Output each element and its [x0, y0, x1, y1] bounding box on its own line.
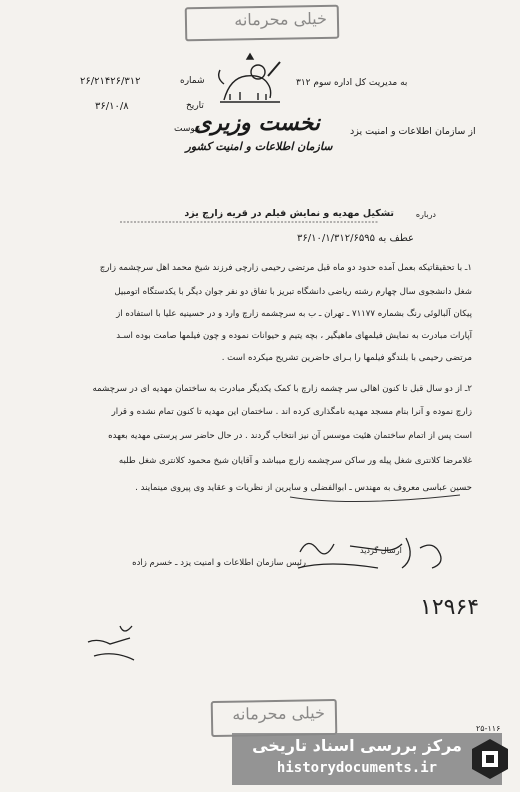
signature-block: رئیس سازمان اطلاعات و امنیت یزد ـ خسرم زاده	[132, 558, 306, 568]
body-line: ۲ـ از دو سال قبل تا کنون اهالی سر چشمه زارچ با کمک یکدیگر مبادرت به ساختمان مهدیه ای در سرچشمه	[92, 384, 472, 394]
body-line: شغل دانشجوی سال چهارم رشته ریاضی دانشگاه تبریز با تفاق دو نفر جوان دیگر با یکدستگاه اتومبیل	[114, 287, 472, 297]
body-line: غلامرضا کلانتری شغل پیله ور ساکن سرچشمه زارچ میباشد و آقایان شیخ محمود کلانتری شغل طلبه	[118, 456, 472, 466]
watermark-title: مرکز بررسی اسناد تاریخی	[252, 736, 462, 755]
lion-and-sun-emblem-icon	[210, 50, 290, 110]
underline-annotation	[288, 493, 468, 513]
top-stamp-text: خیلی محرمانه	[234, 8, 328, 30]
body-line: پیکان آلبالوئی رنگ بشماره ۷۱۱۷۷ ـ تهران ـ ب به سرچشمه زارچ وارد و در حسینیه علیا با استفاده از	[116, 309, 472, 319]
archive-logo-icon	[470, 737, 510, 781]
bottom-classification-stamp	[211, 699, 338, 737]
body-line: ۱ـ با تحقیقاتیکه بعمل آمده حدود دو ماه قبل مرتضی رحیمی زارچی فرزند شیخ محمد اهل سرچشمه زارچ	[99, 263, 472, 273]
recipient-line: به مدیریت کل اداره سوم ۳۱۲	[296, 78, 408, 88]
subject-label: درباره	[415, 210, 436, 219]
from-line: از سازمان اطلاعات و امنیت یزد	[350, 126, 476, 137]
body-line: زارچ نموده و آنرا بنام مسجد مهدیه نامگذاری کرده اند . ساختمان این مهدیه تا کنون تمام نشده و قرار	[111, 407, 472, 417]
marginal-number: ۱۲۹۶۴	[420, 595, 480, 620]
reference-line: عطف به ۳۶/۱۰/۱/۳۱۲/۶۵۹۵	[297, 233, 414, 244]
body-line: مرتضی رحیمی با بلندگو فیلمها را بـرای حاضرین تشریح میکرده است .	[221, 353, 472, 363]
brand-heading: نخست وزیری	[194, 110, 320, 136]
corner-code: ۲۵-۱۱۶	[476, 724, 501, 733]
watermark-url: historydocuments.ir	[276, 760, 438, 776]
number-value: ۲۶/۲۱۴۲۶/۳۱۲	[80, 76, 141, 87]
subject-underline	[120, 220, 380, 224]
attachment-label: پیوست	[174, 124, 201, 134]
body-line: است پس از اتمام ساختمان هئیت موسس آن نیز انتخاب گردند . در حال حاضر سر پرستی مهدیه بعهده	[108, 431, 472, 441]
top-classification-stamp	[185, 5, 340, 42]
date-label: تاریخ	[186, 101, 204, 111]
bottom-stamp-text: خیلی محرمانه	[232, 703, 326, 724]
subject-text: تشکیل مهدیه و نمایش فیلم در قریه زارچ یزد	[184, 208, 394, 219]
marginal-note-text: ارسال گردید	[360, 546, 402, 555]
date-value: ۳۶/۱۰/۸	[95, 101, 129, 112]
body-line: آپارات مبادرت به نمایش فیلمهای ماهیگیر ، بچه یتیم و حیوانات نموده و چون فیلمها صامت بوده اسـد	[116, 331, 472, 341]
handwritten-initials	[80, 612, 170, 662]
brand-subheading: سازمان اطلاعات و امنیت کشور	[185, 140, 333, 153]
number-label: شماره	[180, 76, 205, 86]
body-line: حسین عباسی معروف به مهندس ـ ابوالفضلی و سایرین از نظریات و عقاید وی پیروی مینمایند .	[135, 483, 472, 493]
